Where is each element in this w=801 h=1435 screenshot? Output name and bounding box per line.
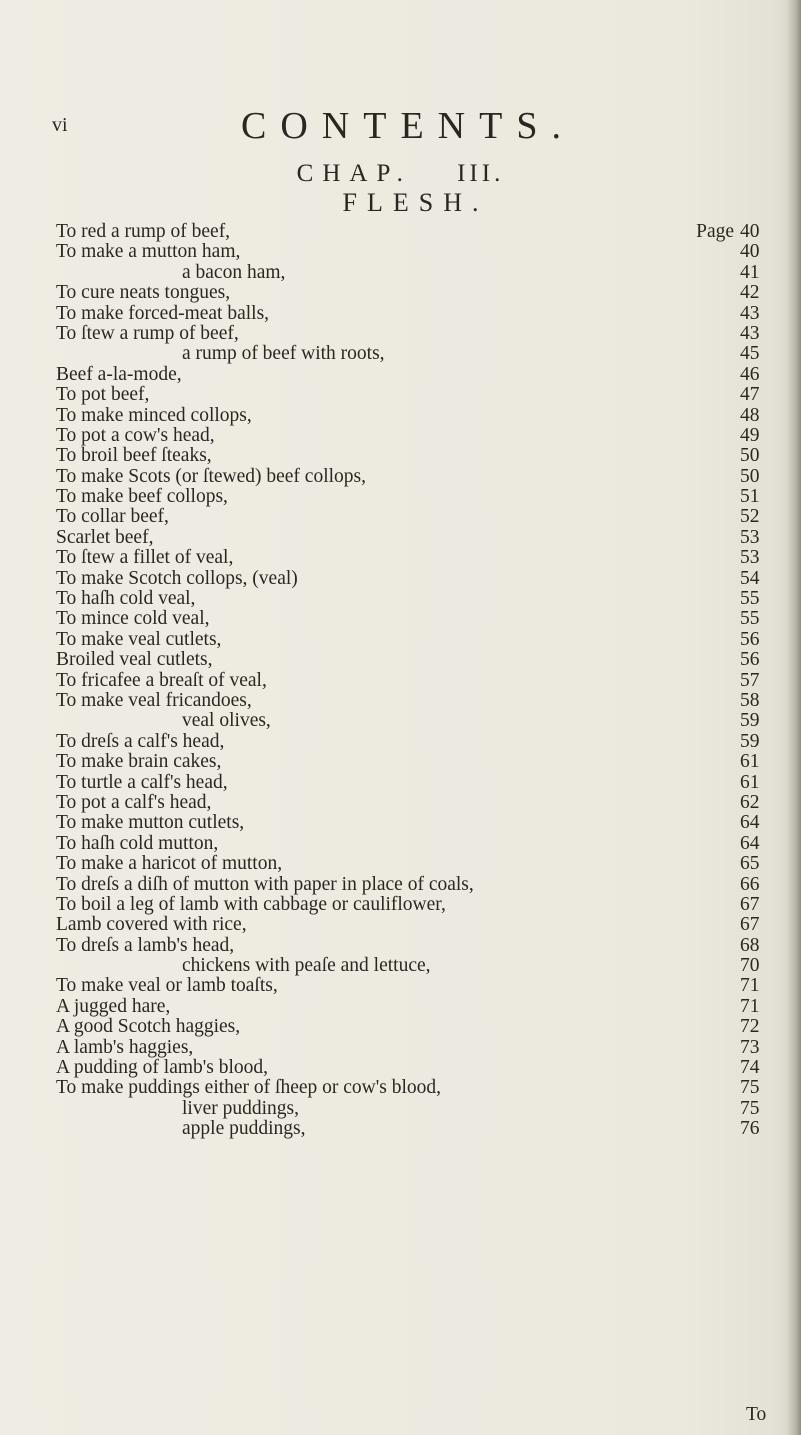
entry-page-number: 42: [740, 282, 760, 304]
entry-title: To dreſs a diſh of mutton with paper in place of coals,: [56, 873, 474, 895]
contents-entry: [56, 732, 780, 752]
contents-entry: [56, 385, 780, 405]
entry-page-number: 54: [740, 567, 760, 589]
entry-title: To make mutton cutlets,: [56, 812, 245, 834]
entry-page-number: 52: [740, 506, 760, 528]
entry-page-number: 48: [740, 404, 760, 426]
contents-entry: [56, 895, 780, 915]
contents-entry: [56, 773, 780, 793]
contents-entry: [56, 467, 780, 487]
entry-title: To make forced-meat balls,: [56, 302, 270, 324]
entry-page-number: 56: [740, 628, 760, 650]
entry-title: To haſh cold mutton,: [56, 832, 219, 854]
entry-page-number: 49: [740, 424, 760, 446]
entry-title: A pudding of lamb's blood,: [56, 1057, 269, 1079]
contents-entry: [56, 1119, 780, 1139]
entry-page-number: 61: [740, 751, 760, 773]
page-header: [40, 92, 760, 147]
contents-entry: [56, 569, 780, 589]
contents-entry: [56, 936, 780, 956]
contents-entry: [56, 589, 780, 609]
entry-title: Scarlet beef,: [56, 526, 154, 548]
entry-title: To make beef collops,: [56, 486, 228, 508]
entry-title: veal olives,: [182, 710, 271, 732]
entry-title: To make veal fricandoes,: [56, 689, 252, 711]
entry-title: To turtle a calf's head,: [56, 771, 228, 793]
entry-title: Lamb covered with rice,: [56, 914, 247, 936]
entry-page-number: 72: [740, 1016, 760, 1038]
entry-title: a rump of beef with roots,: [182, 343, 385, 365]
entry-page-number: 71: [740, 995, 760, 1017]
contents-entry: [56, 487, 780, 507]
entry-title: To make minced collops,: [56, 404, 252, 426]
contents-entry: [56, 242, 780, 262]
contents-entry: [56, 1038, 780, 1058]
contents-entry: [56, 426, 780, 446]
entry-page-number: 73: [740, 1036, 760, 1058]
entry-title: A lamb's haggies,: [56, 1036, 194, 1058]
entry-page-number: 68: [740, 934, 760, 956]
entry-page-number: 43: [740, 322, 760, 344]
contents-entry: [56, 854, 780, 874]
entry-page-number: 64: [740, 812, 760, 834]
chapter-heading: [0, 160, 801, 188]
entry-title: apple puddings,: [182, 1118, 306, 1140]
entry-page-number: 55: [740, 588, 760, 610]
entry-page-number: 76: [740, 1118, 760, 1140]
contents-list: [56, 222, 780, 1140]
entry-title: To dreſs a lamb's head,: [56, 934, 235, 956]
section-heading: FLESH.: [342, 188, 489, 217]
entry-title: To make a haricot of mutton,: [56, 853, 283, 875]
contents-entry: [56, 263, 780, 283]
entry-page-number: 53: [740, 526, 760, 548]
entry-title: To pot a calf's head,: [56, 791, 212, 813]
entry-title: To make a mutton ham,: [56, 241, 241, 263]
entry-page-number: 58: [740, 689, 760, 711]
entry-page-number: 59: [740, 710, 760, 732]
entry-title: To boil a leg of lamb with cabbage or cauliflower,: [56, 893, 446, 915]
entry-page-number: 45: [740, 343, 760, 365]
contents-entry: [56, 1058, 780, 1078]
entry-title: To red a rump of beef,: [56, 221, 231, 242]
contents-entry: [56, 344, 780, 364]
contents-entry: [56, 834, 780, 854]
entry-title: To mince cold veal,: [56, 608, 210, 630]
contents-entry: [56, 507, 780, 527]
entry-page-number: 66: [740, 873, 760, 895]
entry-title: To haſh cold veal,: [56, 588, 196, 610]
entry-page-number: 74: [740, 1057, 760, 1079]
contents-entry: [56, 222, 780, 242]
entry-title: To make veal or lamb toaſts,: [56, 975, 278, 997]
contents-entry: [56, 691, 780, 711]
entry-title: To pot beef,: [56, 384, 150, 406]
entry-title: To ſtew a fillet of veal,: [56, 547, 234, 569]
contents-entry: [56, 976, 780, 996]
contents-entry: [56, 548, 780, 568]
entry-page-number: 51: [740, 486, 760, 508]
entry-page-number: 53: [740, 547, 760, 569]
entry-page-number: 56: [740, 649, 760, 671]
entry-title: To fricafee a breaſt of veal,: [56, 669, 267, 691]
entry-page-number: 50: [740, 465, 760, 487]
contents-entry: [56, 1099, 780, 1119]
contents-entry: [56, 997, 780, 1017]
contents-entry: [56, 324, 780, 344]
contents-entry: [56, 813, 780, 833]
contents-entry: [56, 304, 780, 324]
entry-title: To make brain cakes,: [56, 751, 222, 773]
contents-entry: [56, 650, 780, 670]
contents-entry: [56, 875, 780, 895]
entry-page-number: 67: [740, 893, 760, 915]
contents-entry: [56, 609, 780, 629]
entry-page-number: 50: [740, 445, 760, 467]
contents-entry: [56, 956, 780, 976]
contents-entry: [56, 1078, 780, 1098]
entry-page-number: 59: [740, 730, 760, 752]
contents-entry: [56, 711, 780, 731]
contents-entry: [56, 283, 780, 303]
entry-title: A jugged hare,: [56, 995, 171, 1017]
chapter-number: III.: [457, 160, 505, 187]
entry-title: A good Scotch haggies,: [56, 1016, 241, 1038]
contents-entry: [56, 446, 780, 466]
entry-page-number: 47: [740, 384, 760, 406]
entry-title: To make veal cutlets,: [56, 628, 222, 650]
entry-title: To ſtew a rump of beef,: [56, 322, 239, 344]
entry-page-number: 65: [740, 853, 760, 875]
entry-title: To make puddings either of ſheep or cow's blood,: [56, 1077, 442, 1099]
entry-page-number: 46: [740, 363, 760, 385]
contents-entry: [56, 365, 780, 385]
entry-title: To pot a cow's head,: [56, 424, 215, 446]
entry-page-number: 64: [740, 832, 760, 854]
chapter-label: CHAP.: [296, 160, 412, 187]
entry-page-number: 40: [740, 241, 760, 263]
entry-title: Broiled veal cutlets,: [56, 649, 213, 671]
entry-page-number: 57: [740, 669, 760, 691]
catchword: To: [746, 1404, 767, 1425]
contents-entry: [56, 671, 780, 691]
entry-title: To make Scotch collops, (veal): [56, 567, 298, 589]
entry-page-number: 62: [740, 791, 760, 813]
folio-number: vi: [52, 114, 68, 136]
entry-title: chickens with peaſe and lettuce,: [182, 955, 431, 977]
entry-title: To cure neats tongues,: [56, 282, 231, 304]
contents-entry: [56, 752, 780, 772]
page-label: Page: [696, 221, 734, 242]
contents-entry: [56, 528, 780, 548]
entry-page-number: 55: [740, 608, 760, 630]
entry-title: Beef a-la-mode,: [56, 363, 182, 385]
entry-title: To dreſs a calf's head,: [56, 730, 225, 752]
contents-entry: [56, 630, 780, 650]
entry-title: liver puddings,: [182, 1097, 299, 1119]
entry-page-number: 71: [740, 975, 760, 997]
entry-page-number: 40: [740, 221, 760, 242]
contents-entry: [56, 406, 780, 426]
entry-page-number: 43: [740, 302, 760, 324]
contents-entry: [56, 1017, 780, 1037]
entry-title: To broil beef ſteaks,: [56, 445, 212, 467]
entry-page-number: 70: [740, 955, 760, 977]
entry-page-number: 67: [740, 914, 760, 936]
contents-entry: [56, 793, 780, 813]
entry-page-number: 61: [740, 771, 760, 793]
entry-page-number: 41: [740, 261, 760, 283]
running-title: CONTENTS.: [241, 105, 575, 147]
entry-page-number: 75: [740, 1077, 760, 1099]
entry-page-number: 75: [740, 1097, 760, 1119]
contents-entry: [56, 915, 780, 935]
entry-title: a bacon ham,: [182, 261, 286, 283]
entry-title: To make Scots (or ſtewed) beef collops,: [56, 465, 367, 487]
entry-title: To collar beef,: [56, 506, 169, 528]
